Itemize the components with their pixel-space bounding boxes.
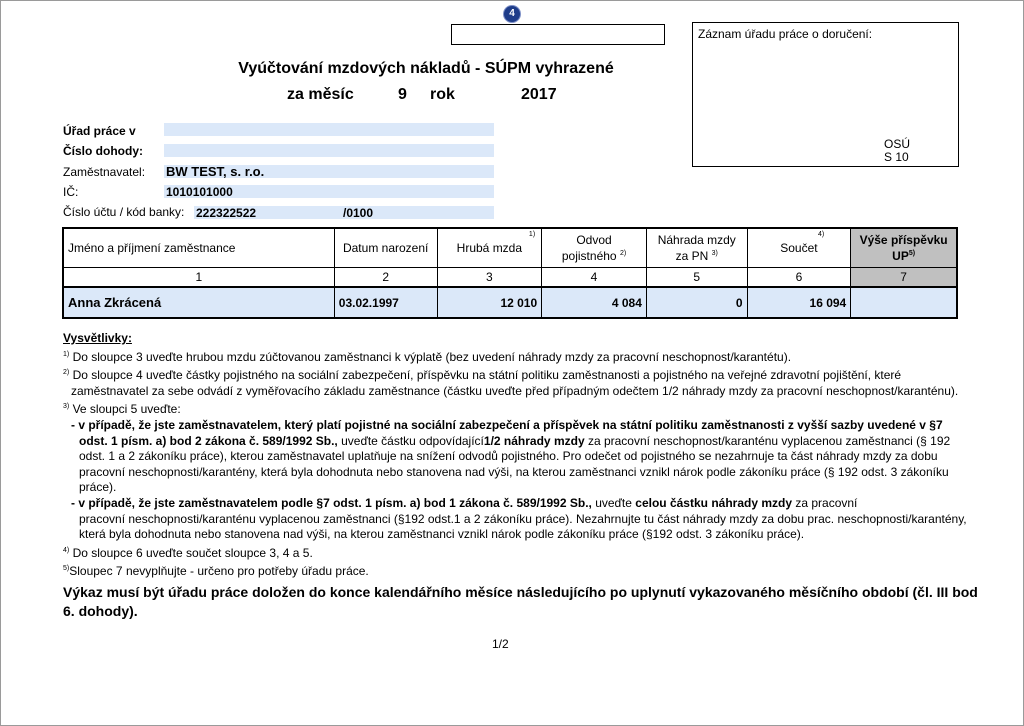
col-number: 4 — [542, 268, 647, 288]
employee-table — [62, 227, 958, 319]
note-2 — [63, 365, 993, 384]
note-3b-line3: která byla dohodnuta nebo stanovena nad výši, na kterou zaměstnanci vznikl nárok podle zákoníku práce (§192 odst. 3 zákoníku práce). — [79, 527, 805, 542]
col-number: 1 — [63, 268, 334, 288]
note-3b-text: uveďte — [591, 495, 636, 510]
page-number-badge[interactable]: 4 — [504, 6, 520, 22]
year-value[interactable]: 2017 — [521, 86, 557, 103]
note-3a-line2 — [63, 434, 993, 450]
agreement-label: Číslo dohody: — [63, 144, 143, 158]
note-2-sup: 2) — [63, 369, 70, 377]
header-up-line1: Výše příspěvku — [859, 233, 948, 247]
note-3b-line2: pracovní neschopnosti/karanténu vyplacenou zaměstnanci (§192 odst.1 a 2 zákoníku práce). Nezahrnujte tu část náhrady mzdy za dobu prac. neschopnosti/karantény, — [79, 511, 967, 526]
s10-label: S 10 — [884, 150, 909, 164]
table-row — [63, 287, 957, 318]
col-number: 5 — [646, 268, 747, 288]
note-3a-text2: za pracovní neschopnost/karanténu vyplacenou zaměstnanci (§ 192 — [584, 433, 951, 448]
header-levy-line1: Odvod — [576, 233, 612, 247]
header-up-sup: 5) — [908, 250, 916, 257]
header-levy-sup: 2) — [619, 250, 627, 257]
bank-code: /0100 — [343, 206, 374, 220]
office-record-box — [692, 22, 959, 167]
header-up-contribution — [851, 228, 957, 268]
note-3a-bold: odst. 1 písm. a) bod 2 zákona č. 589/1992 Sb., — [79, 433, 338, 448]
record-box-label: Záznam úřadu práce o doručení: — [698, 27, 873, 41]
account-number: 222322522 — [196, 206, 257, 220]
note-3a-half: 1/2 náhrady mzdy — [483, 433, 585, 448]
header-comp-line1: Náhrada mzdy — [657, 233, 736, 247]
note-5 — [63, 561, 993, 580]
header-comp-line2: za PN — [675, 249, 709, 263]
header-sum-text: Součet — [780, 241, 818, 255]
note-3-sup: 3) — [63, 403, 70, 411]
employer-label: Zaměstnavatel: — [63, 165, 146, 179]
year-label: rok — [430, 86, 455, 103]
osu-label: OSÚ — [884, 137, 911, 151]
header-gross-sup: 1) — [528, 231, 536, 238]
sum-cell[interactable]: 16 094 — [747, 287, 851, 318]
note-3b-text2: za pracovní — [792, 495, 858, 510]
month-label: za měsíc — [287, 86, 354, 103]
header-compensation — [646, 228, 747, 268]
osu-code — [884, 138, 910, 164]
header-levy — [542, 228, 647, 268]
form-title: Vyúčtování mzdových nákladů - SÚPM vyhrazené — [238, 60, 614, 77]
account-label: Číslo účtu / kód banky: — [63, 205, 185, 219]
note-3b-bold2: celou částku náhrady mzdy — [635, 495, 793, 510]
account-field[interactable] — [194, 206, 494, 219]
note-4-sup: 4) — [63, 546, 70, 554]
col-number: 3 — [437, 268, 542, 288]
deadline-notice: Výkaz musí být úřadu práce doložen do konce kalendářního měsíce následujícího po uplynutí vykazovaného měsíčního období (čl. III bod 6. dohody). — [63, 584, 978, 619]
note-2-line2: zaměstnavatel za sebe odvádí z vyměřovacího základu zaměstnance (částku uveďte před případným odečtem 1/2 náhrady mzdy za pracovní neschopnost/karanténu). — [71, 383, 959, 398]
employer-field[interactable]: BW TEST, s. r.o. — [164, 165, 494, 178]
note-3a-line1: - v případě, že jste zaměstnavatelem, který platí pojistné na sociální zabezpečení a příspěvek na státní politiku zaměstnanosti z vyšší sazby uvedené v §7 — [71, 417, 943, 432]
compensation-cell[interactable]: 0 — [646, 287, 747, 318]
header-gross-text: Hrubá mzda — [456, 241, 523, 255]
note-3a-text: uveďte částku odpovídající — [337, 433, 484, 448]
note-4-text: Do sloupce 6 uveďte součet sloupce 3, 4 a 5. — [72, 545, 313, 560]
header-comp-sup: 3) — [711, 250, 718, 257]
gross-wage-cell[interactable]: 12 010 — [437, 287, 542, 318]
note-1 — [63, 347, 993, 366]
levy-cell[interactable]: 4 084 — [542, 287, 647, 318]
ico-field[interactable]: 1010101000 — [164, 185, 494, 198]
note-1-text: Do sloupce 3 uveďte hrubou mzdu zúčtovanou zaměstnanci k výplatě (bez uvedení náhrady mzdy za pracovní neschopnost/karantétu). — [72, 349, 792, 364]
note-3-text: Ve sloupci 5 uveďte: — [72, 402, 181, 417]
header-levy-line2: pojistného — [561, 249, 617, 263]
ico-label: IČ: — [63, 185, 79, 199]
office-label: Úřad práce v — [63, 124, 136, 138]
table-header-row — [63, 228, 957, 268]
table-number-row — [63, 268, 957, 288]
office-field[interactable] — [164, 123, 494, 136]
note-3a-line3: odst. 1 a 2 zákoníku práce), kterou zaměstnavatel uplatňuje na snížení odvodů pojistného. Pro odečet od pojistného se nezahrnuje ta část náhrady mzdy za dobu — [79, 449, 938, 464]
agreement-field[interactable] — [164, 144, 494, 157]
employee-name-cell[interactable]: Anna Zkrácená — [63, 287, 334, 318]
note-3b-bold: - v případě, že jste zaměstnavatelem podle §7 odst. 1 písm. a) bod 1 zákona č. 589/1992 Sb., — [71, 495, 592, 510]
header-name: Jméno a příjmení zaměstnance — [63, 228, 334, 268]
note-3b-line1 — [63, 496, 993, 512]
header-sum-sup: 4) — [817, 231, 825, 238]
col-number: 6 — [747, 268, 851, 288]
col-number: 7 — [851, 268, 957, 288]
note-3a-line4: pracovní neschopnosti/karantény, která byla dohodnuta nebo stanovena nad výši, na kterou zaměstnanci vznikl nárok podle zákoníku práce (§ 192 odst. 3 zákoníku — [79, 464, 949, 479]
header-dob: Datum narození — [334, 228, 437, 268]
page-number: 1/2 — [492, 637, 509, 651]
header-sum — [747, 228, 851, 268]
note-3a-line5: práce). — [79, 480, 117, 495]
col-number: 2 — [334, 268, 437, 288]
note-1-sup: 1) — [63, 350, 70, 358]
notes-heading: Vysvětlivky: — [63, 331, 132, 345]
dob-cell[interactable]: 03.02.1997 — [334, 287, 437, 318]
explanatory-notes — [63, 331, 993, 580]
up-contribution-cell[interactable] — [851, 287, 957, 318]
note-5-sup: 5) — [63, 565, 70, 573]
note-5-text: Sloupec 7 nevyplňujte - určeno pro potřeby úřadu práce. — [69, 564, 369, 579]
header-up-line2: UP — [892, 249, 909, 263]
month-value[interactable]: 9 — [398, 86, 407, 103]
header-gross — [437, 228, 542, 268]
note-3 — [63, 399, 993, 418]
header-empty-field[interactable] — [451, 24, 665, 45]
note-2-line1: Do sloupce 4 uveďte částky pojistného na sociální zabezpečení, příspěvku na státní politiku zaměstnanosti a pojistného na veřejné zdravotní pojištění, které — [72, 368, 902, 383]
note-4 — [63, 543, 993, 562]
